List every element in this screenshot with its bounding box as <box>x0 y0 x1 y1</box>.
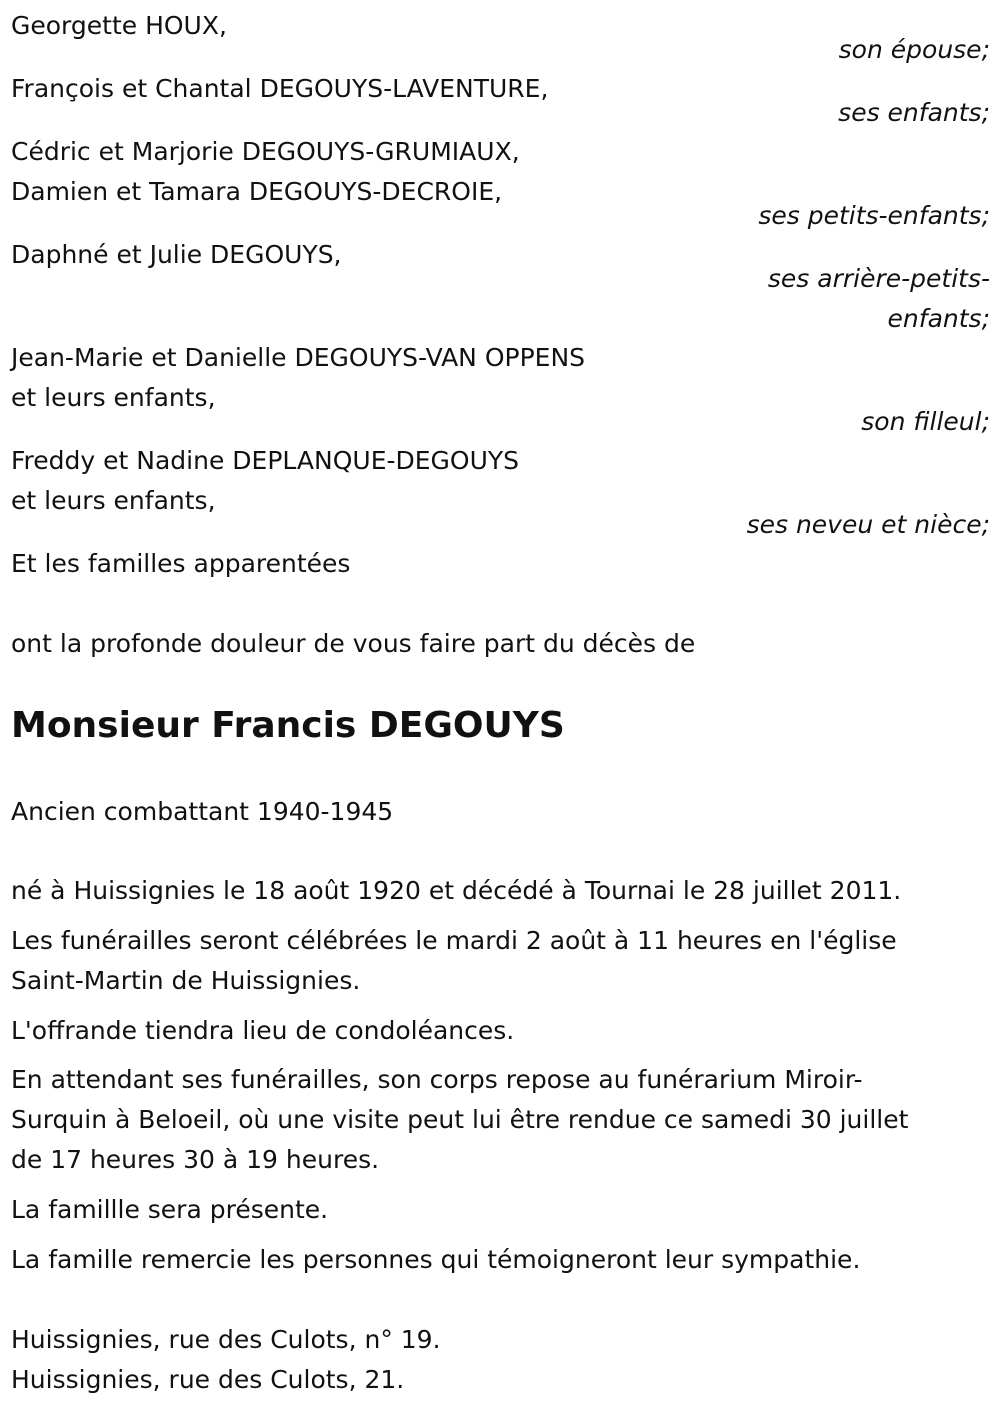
deceased-name: Monsieur Francis DEGOUYS <box>11 705 565 746</box>
funeral-line: Les funérailles seront célébrées le mardi 2 août à 11 heures en l'église <box>11 926 897 955</box>
family-line: Et les familles apparentées <box>11 549 351 578</box>
presence-line: La famillle sera présente. <box>11 1195 329 1224</box>
address-line: Huissignies, rue des Culots, 21. <box>11 1365 405 1394</box>
family-role: ses petits-enfants; <box>758 201 990 230</box>
family-role: son épouse; <box>838 35 990 64</box>
rest-line: Surquin à Beloeil, où une visite peut lui être rendue ce samedi 30 juillet <box>11 1105 909 1134</box>
family-role: ses enfants; <box>838 98 990 127</box>
announcement: ont la profonde douleur de vous faire part du décès de <box>11 629 696 658</box>
family-role: son filleul; <box>861 407 990 436</box>
family-line: et leurs enfants, <box>11 486 216 515</box>
thanks-line: La famille remercie les personnes qui témoigneront leur sympathie. <box>11 1245 861 1274</box>
rest-line: En attendant ses funérailles, son corps repose au funérarium Miroir- <box>11 1065 863 1094</box>
family-role: enfants; <box>887 304 990 333</box>
family-line: François et Chantal DEGOUYS-LAVENTURE, <box>11 74 549 103</box>
birth-death-line: né à Huissignies le 18 août 1920 et décédé à Tournai le 28 juillet 2011. <box>11 876 902 905</box>
family-role: ses arrière-petits- <box>767 264 990 293</box>
rest-line: de 17 heures 30 à 19 heures. <box>11 1145 380 1174</box>
funeral-line: Saint-Martin de Huissignies. <box>11 966 361 995</box>
family-line: Cédric et Marjorie DEGOUYS-GRUMIAUX, <box>11 137 520 166</box>
address-line: Huissignies, rue des Culots, n° 19. <box>11 1325 441 1354</box>
family-line: Damien et Tamara DEGOUYS-DECROIE, <box>11 177 503 206</box>
family-line: Georgette HOUX, <box>11 11 227 40</box>
offering-line: L'offrande tiendra lieu de condoléances. <box>11 1016 515 1045</box>
family-line: Daphné et Julie DEGOUYS, <box>11 240 342 269</box>
family-role: ses neveu et nièce; <box>746 510 990 539</box>
family-line: et leurs enfants, <box>11 383 216 412</box>
family-line: Jean-Marie et Danielle DEGOUYS-VAN OPPENS <box>11 343 586 372</box>
family-line: Freddy et Nadine DEPLANQUE-DEGOUYS <box>11 446 520 475</box>
distinction: Ancien combattant 1940-1945 <box>11 797 394 826</box>
